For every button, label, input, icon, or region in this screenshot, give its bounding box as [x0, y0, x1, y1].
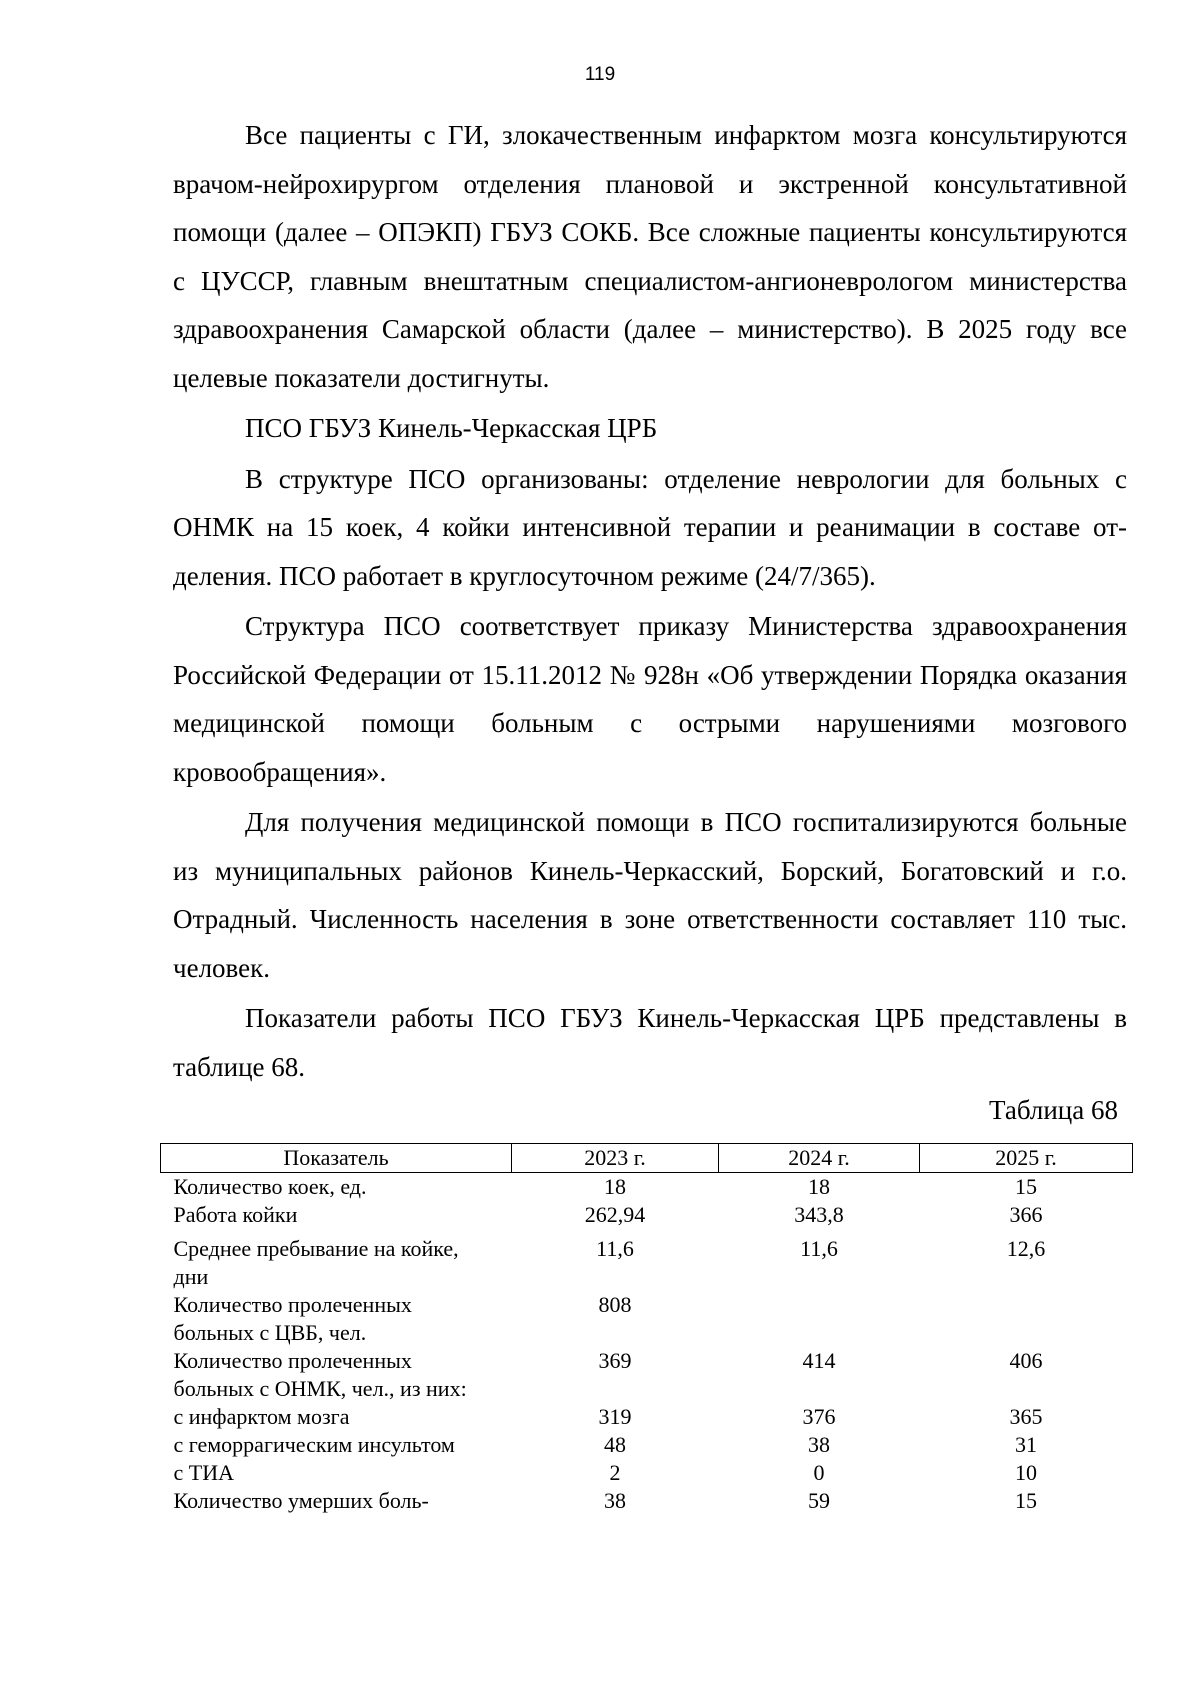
value-2024: 376: [802, 1404, 836, 1429]
value-2023: 369: [598, 1348, 632, 1373]
value-2025: [920, 1291, 1133, 1347]
value-2025: 31: [1015, 1432, 1037, 1457]
value-2023: 262,94: [584, 1202, 646, 1227]
value-2024: 38: [808, 1432, 830, 1457]
row-label: Количество пролеченных больных с ЦВБ, чел.: [173, 1292, 412, 1345]
header-year-2023: 2023 г.: [512, 1144, 719, 1173]
paragraph-service-area: Для получения медицинской помощи в ПСО госпитализируются больные из муниципальных районов Кинель-Черкасский, Борский, Богатовский и г.о. Отрадный. Численность населения в зоне ответственности составляет 110 тыс. человек.: [173, 807, 1127, 983]
value-2024: 59: [808, 1488, 830, 1513]
value-2024: 343,8: [794, 1202, 844, 1227]
paragraph-consultations: Все пациенты с ГИ, злокачественным инфарктом мозга консультируются врачом-нейрохирургом отделения плановой и экстренной консультативной помощи (далее – ОПЭКП) ГБУЗ СОКБ. Все сложные пациенты консультируются с ЦУССР, главным внештатным специалистом-ангионеврологом министерства здравоохранения Самарской области (далее – министерство). В 2025 году все целевые показатели достигнуты.: [173, 120, 1127, 393]
value-2023: 11,6: [596, 1236, 634, 1261]
paragraph-table-reference: Показатели работы ПСО ГБУЗ Кинель-Черкасская ЦРБ представлены в таблице 68.: [173, 1003, 1127, 1082]
row-label: с инфарктом мозга: [173, 1404, 350, 1429]
value-2024: [719, 1291, 920, 1347]
section-heading-pso: ПСО ГБУЗ Кинель-Черкасская ЦРБ: [245, 413, 658, 443]
value-2023: 808: [598, 1292, 632, 1317]
header-year-2024: 2024 г.: [719, 1144, 920, 1173]
value-2024: 18: [808, 1174, 830, 1199]
value-2023: 2: [609, 1460, 621, 1485]
value-2025: 366: [1009, 1202, 1043, 1227]
row-label: Работа койки: [173, 1202, 298, 1227]
table-row: [161, 1291, 1133, 1347]
header-indicator: Показатель: [161, 1144, 512, 1173]
value-2024: 414: [802, 1348, 836, 1373]
value-2024: 11,6: [800, 1236, 838, 1261]
value-2025: 15: [1015, 1488, 1037, 1513]
table-row: [161, 1201, 1133, 1229]
value-2023: 18: [604, 1174, 626, 1199]
paragraph-order-compliance: Структура ПСО соответствует приказу Министерства здравоохранения Российской Федерации от 15.11.2012 № 928н «Об утверждении Порядка оказания медицинской помощи больным с острыми нарушениями мозгового кровообращения».: [173, 611, 1127, 787]
table-caption: Таблица 68: [989, 1095, 1118, 1125]
table-header-row: [161, 1144, 1133, 1173]
table-row: [161, 1487, 1133, 1515]
value-2024: 0: [813, 1460, 825, 1485]
value-2023: 48: [604, 1432, 626, 1457]
row-label: с ТИА: [173, 1460, 234, 1485]
table-row: [161, 1229, 1133, 1291]
value-2025: 406: [1009, 1348, 1043, 1373]
table-row: [161, 1403, 1133, 1431]
row-label: Количество коек, ед.: [173, 1174, 367, 1199]
value-2025: 10: [1015, 1460, 1037, 1485]
row-label: Среднее пребывание на койке, дни: [173, 1236, 459, 1289]
paragraph-structure: В структуре ПСО организованы: отделение неврологии для больных с ОНМК на 15 коек, 4 койки интенсивной терапии и реанимации в составе отделения. ПСО работает в круглосуточном режиме (24/7/365).: [173, 463, 1127, 591]
table-row: [161, 1347, 1133, 1403]
row-label: с геморрагическим инсультом: [173, 1432, 455, 1457]
value-2023: 319: [598, 1404, 632, 1429]
indicators-table: [160, 1143, 1133, 1515]
table-row: [161, 1173, 1133, 1202]
header-year-2025: 2025 г.: [920, 1144, 1133, 1173]
table-row: [161, 1459, 1133, 1487]
value-2025: 365: [1009, 1404, 1043, 1429]
value-2023: 38: [604, 1488, 626, 1513]
row-label: Количество умерших боль-: [173, 1488, 429, 1513]
value-2025: 15: [1015, 1174, 1037, 1199]
document-body: [173, 111, 1127, 1091]
page-number: 119: [584, 64, 616, 85]
row-label: Количество пролеченных больных с ОНМК, чел., из них:: [173, 1348, 467, 1401]
table-row: [161, 1431, 1133, 1459]
value-2025: 12,6: [1006, 1236, 1046, 1261]
